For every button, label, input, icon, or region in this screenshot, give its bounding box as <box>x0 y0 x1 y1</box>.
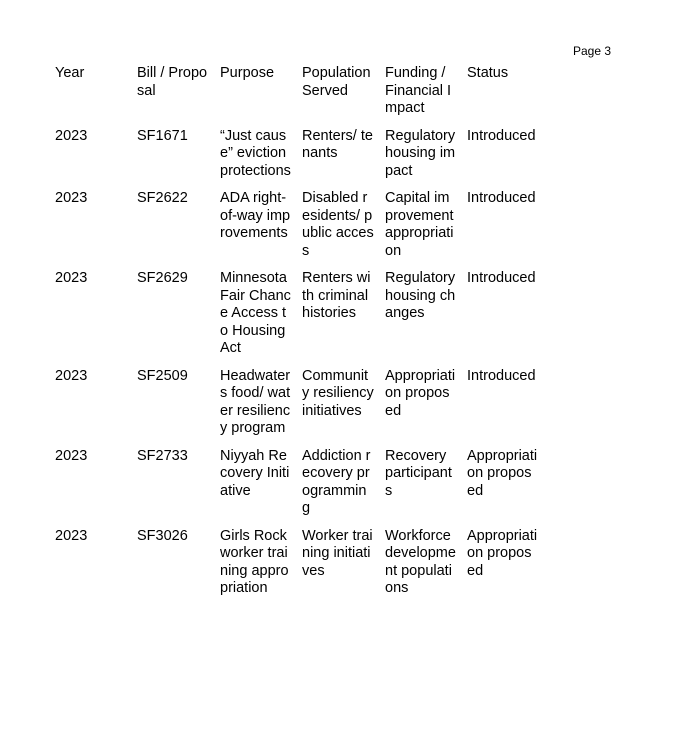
cell-purpose: Girls Rock worker training appropriation <box>220 527 289 596</box>
cell-population: Disabled residents/ public access <box>302 190 374 259</box>
table-row <box>55 190 543 270</box>
cell-population: Community resiliency initiatives <box>302 367 374 419</box>
cell-population: Renters/ tenants <box>302 127 373 161</box>
header-bill: Bill / Proposal <box>137 65 208 99</box>
cell-year: 2023 <box>55 127 88 144</box>
cell-bill: SF1671 <box>137 127 188 144</box>
cell-year: 2023 <box>55 527 88 544</box>
cell-year: 2023 <box>55 270 88 286</box>
cell-year: 2023 <box>55 367 88 384</box>
header-purpose: Purpose <box>220 65 275 81</box>
cell-purpose: Headwaters food/ water resiliency program <box>220 367 291 436</box>
cell-population: Addiction recovery programming <box>302 447 371 516</box>
table-row <box>55 448 543 528</box>
table-row <box>55 270 543 368</box>
table-row <box>55 528 543 608</box>
table-row <box>55 368 543 448</box>
cell-funding: Capital improvement appropriation <box>385 190 454 259</box>
cell-bill: SF2622 <box>137 190 188 206</box>
cell-bill: SF2629 <box>137 270 188 286</box>
cell-status: Introduced <box>467 190 536 206</box>
cell-status: Introduced <box>467 127 536 144</box>
cell-population: Worker training initiatives <box>302 527 373 579</box>
cell-status: Introduced <box>467 270 536 286</box>
cell-purpose: ADA right-of-way improvements <box>220 190 291 241</box>
cell-status: Introduced <box>467 367 536 384</box>
cell-funding: Regulatory housing changes <box>385 270 456 321</box>
cell-funding: Workforce development populations <box>385 527 456 596</box>
page-number: Page 3 <box>573 44 612 58</box>
table-header-row <box>55 65 543 128</box>
cell-bill: SF3026 <box>137 527 188 544</box>
cell-population: Renters with criminal histories <box>302 270 371 321</box>
table-row <box>55 128 543 191</box>
cell-status: Appropriation proposed <box>467 447 538 499</box>
cell-purpose: Niyyah Recovery Initiative <box>220 447 290 499</box>
cell-status: Appropriation proposed <box>467 527 538 579</box>
legislation-table <box>55 65 543 608</box>
cell-funding: Appropriation proposed <box>385 367 456 419</box>
header-population: Population Served <box>302 65 371 99</box>
cell-funding: Recovery participants <box>385 447 452 499</box>
header-year: Year <box>55 65 85 81</box>
cell-year: 2023 <box>55 190 88 206</box>
cell-funding: Regulatory housing impact <box>385 127 456 179</box>
cell-bill: SF2733 <box>137 447 188 464</box>
cell-purpose: “Just cause” eviction protections <box>220 127 291 179</box>
cell-year: 2023 <box>55 447 88 464</box>
cell-purpose: Minnesota Fair Chance Access to Housing Act <box>220 270 291 356</box>
cell-bill: SF2509 <box>137 367 188 384</box>
header-status: Status <box>467 65 509 81</box>
header-funding: Funding / Financial Impact <box>385 65 452 116</box>
